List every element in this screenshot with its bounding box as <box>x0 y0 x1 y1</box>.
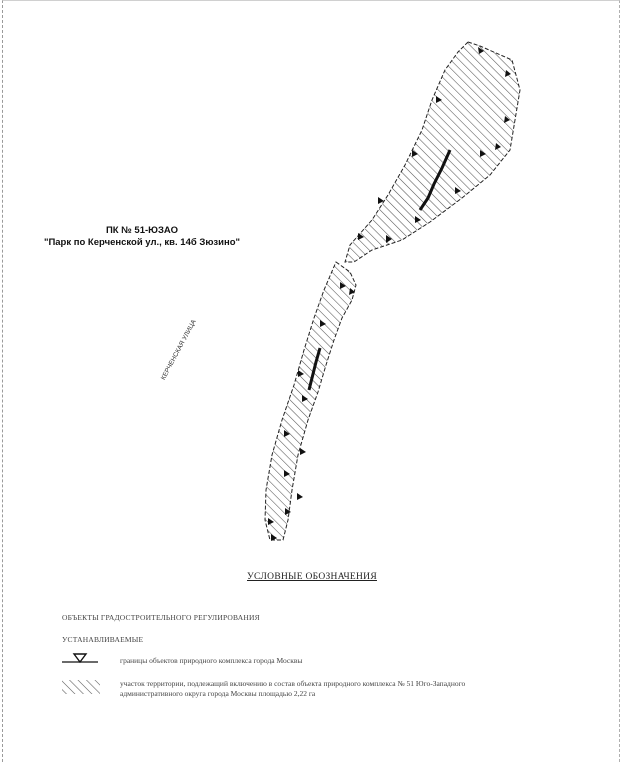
map-title-line1: ПК № 51-ЮЗАО <box>105 225 179 236</box>
legend-symbol-hatch <box>62 680 100 694</box>
legend-item-boundary-text: границы объектов природного комплекса города Москвы <box>120 656 303 665</box>
legend-section-established: УСТАНАВЛИВАЕМЫЕ <box>62 635 144 644</box>
parcel-south <box>265 262 356 540</box>
street-label: КЕРЧЕНСКАЯ УЛИЦА <box>160 318 198 382</box>
legend-item-boundary <box>120 656 550 666</box>
legend-item-area-line2: административного округа города Москвы площадью 2,22 га <box>120 689 316 698</box>
parcel-north <box>345 42 520 262</box>
map-title <box>22 225 262 249</box>
legend-symbol-boundary <box>62 654 98 662</box>
map-title-line2: "Парк по Керченской ул., кв. 14б Зюзино" <box>43 237 241 248</box>
legend-item-area-line1: участок территории, подлежащий включению в состав объекта природного комплекса № 51 Юго-Западного <box>120 679 466 688</box>
legend-title: УСЛОВНЫЕ ОБОЗНАЧЕНИЯ <box>247 572 377 582</box>
legend-item-area <box>120 679 550 699</box>
legend-section-objects: ОБЪЕКТЫ ГРАДОСТРОИТЕЛЬНОГО РЕГУЛИРОВАНИЯ <box>62 613 260 622</box>
